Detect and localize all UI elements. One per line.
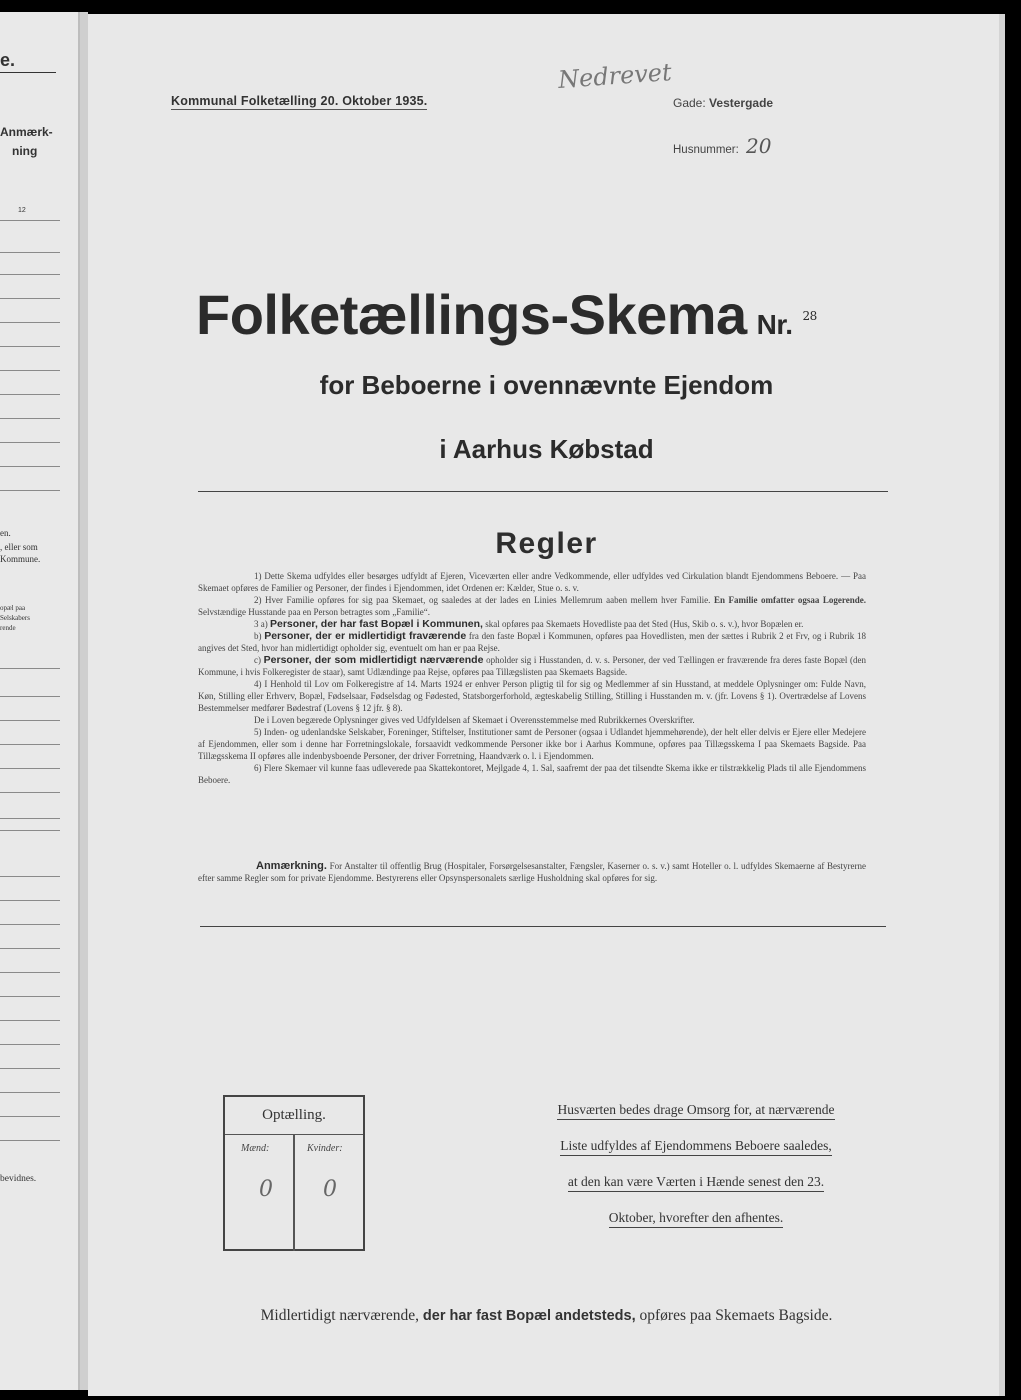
left-page-rule [0,466,60,467]
rule-4b: De i Loven begærede Oplysninger gives ved Udfyldelsen af Skemaet i Overensstemmelse med Rubrikkernes Overskrifter. [254,715,695,725]
divider [200,926,886,927]
rule-2 [198,594,866,618]
left-page-rule [0,948,60,949]
census-form-page [88,14,1005,1396]
left-page-rule [0,668,60,669]
left-page-rule [0,442,60,443]
left-page-fragment: e. [0,50,16,70]
remark-label: Anmærkning. [256,860,327,872]
count-box-divider [293,1135,295,1251]
left-page-rule [0,996,60,997]
rule-1: 1) Dette Skema udfyldes eller besørges udfyldt af Ejeren, Viceværten eller andre Vedkommende, eller udfyldes ved Cirkulation blandt Ejendommens Beboere. — Paa Skemaet opføres de Familier og Personer, der findes i Ejendommen, idet Ordenen er: Kælder, Stue o. s. v. [198,571,866,593]
form-title-main: Folketællings-Skema [196,283,747,346]
women-count: 0 [323,1177,337,1202]
rule-3c [198,654,866,678]
left-page-rule [0,830,60,831]
rule-3c-text: opholder sig i Husstanden, d. v. s. Personer, der ved Tællingen er fraværende fra deres faste Bopæl (den Kommune, i hvis Folkeregister de staar), samt Udlændinge paa Rejse, opføres paa Tillægslisten paa Skemaets Bagside. [198,655,867,677]
notice-line-1: Husværten bedes drage Omsorg for, at nærværende [557,1102,834,1120]
rules-text [198,570,866,786]
left-page-rule [0,924,60,925]
remark [198,860,866,884]
left-page-fragment: 12 [18,207,26,214]
left-page-rule [0,252,60,253]
street-field [673,96,773,110]
left-page-rule [0,220,60,221]
left-page-rule [0,1044,60,1045]
rule-3b-bold: Personer, der er midlertidigt fraværende [264,630,467,642]
rule-2-tail: Selvstændige Husstande paa en Person betragtes som „Familie“. [198,607,430,617]
left-page-fragment: Selskabers [0,614,30,622]
rule-6: 6) Flere Skemaer vil kunne faas udleverede paa Skattekontoret, Mejlgade 4, 1. Sal, saafremt der paa det tilsendte Skema ikke er tilstrækkelig Plads til alle Ejendommens Beboere. [198,763,866,785]
men-label: Mænd: [241,1143,270,1154]
left-page-rule [0,72,56,73]
rule-3c-bold: Personer, der som midlertidigt nærværende [263,654,484,666]
street-value: Vestergade [709,96,774,110]
left-page-fragment: rende [0,624,16,632]
notice-line [528,1174,864,1190]
form-title [196,282,817,347]
census-title: Kommunal Folketælling 20. Oktober 1935. [171,94,428,108]
left-page-fragment: Kommune. [0,554,41,564]
rule-3a-text: skal opføres paa Skemaets Hovedliste paa det Sted (Hus, Skib o. s. v.), hvor Bopælen er. [485,619,804,629]
house-number-label: Husnummer: [673,144,739,156]
left-page-rule [0,900,60,901]
notice-line [528,1102,864,1118]
left-page-rule [0,1020,60,1021]
left-page-fragment: Anmærk- [0,125,53,139]
house-number-field [673,134,771,158]
count-box [223,1095,365,1251]
left-page-rule [0,696,60,697]
left-facing-page [0,12,80,1390]
remark-text: For Anstalter til offentlig Brug (Hospitaler, Forsørgelsesanstalter, Fængsler, Kaserner o. s. v.) samt Hoteller o. l. udfyldes Skemaerne af Bestyrerne efter samme Regler som for private Ejendomme. Bestyrerens eller Opsynspersonalets særlige Husholdning skal opføres for sig. [198,861,866,883]
left-page-rule [0,1068,60,1069]
footer-pre: Midlertidigt nærværende, [260,1307,420,1324]
left-page-rule [0,322,60,323]
rule-2-bold: En Familie omfatter ogsaa Logerende. [713,595,866,605]
form-number-value: 28 [802,309,817,323]
notice-line [528,1138,864,1154]
left-page-rule [0,274,60,275]
rule-3a-num: 3 a) [254,619,268,629]
count-box-title: Optælling. [225,1097,363,1135]
notice-line-4: Oktober, hvorefter den afhentes. [609,1210,784,1228]
handwritten-note: Nedrevet [557,58,673,94]
left-page-rule [0,346,60,347]
left-page-fragment: ning [12,144,38,158]
left-page-fragment: en. [0,528,11,538]
notice-line-3: at den kan være Værten i Hænde senest den 23. [568,1174,824,1192]
footer-bold: der har fast Bopæl andetsteds, [422,1308,636,1324]
rule-4: 4) I Henhold til Lov om Folkeregistre af 14. Marts 1924 er enhver Person pligtig til for sig og Medlemmer af sin Husstand, at meddele Oplysninger om: Fulde Navn, Køn, Stilling eller Erhverv, Bopæl, Fødselsaar, Fødselsdag og Fødested, Statsborgerforhold, ægteskabelig Stilling, Stilling i Husstanden m. v. (jfr. Lovens § 1). Overtrædelse af Lovens Bestemmelser medfører Bødestraf (Lovens § 12 jfr. § 8). [198,679,866,713]
men-count: 0 [259,1177,273,1202]
left-page-rule [0,490,60,491]
subtitle-residents: for Beboerne i ovennævnte Ejendom [319,370,774,400]
notice-line [528,1210,864,1226]
book-gutter [80,12,88,1390]
left-page-rule [0,792,60,793]
left-page-rule [0,418,60,419]
street-label: Gade: [673,96,706,110]
left-page-rule [0,298,60,299]
house-number-value: 20 [746,134,772,158]
page-edge [999,14,1005,1396]
subtitle-town: i Aarhus Købstad [439,434,654,464]
divider [198,491,888,492]
footer-note [88,1307,1005,1325]
left-page-rule [0,972,60,973]
footer-post: opføres paa Skemaets Bagside. [639,1307,833,1324]
rule-3a-bold: Personer, der har fast Bopæl i Kommunen, [270,618,483,630]
left-page-fragment: bevidnes. [0,1174,37,1184]
left-page-rule [0,1092,60,1093]
women-label: Kvinder: [307,1143,343,1154]
left-page-rule [0,768,60,769]
rule-3b-num: b) [254,631,262,641]
rule-3b-text: fra den faste Bopæl i Kommunen, opføres paa Hovedlisten, men der sættes i Rubrik 2 et Frv, og i Rubrik 18 angives det Sted, hvor han midlertidigt opholder sig, eventuelt om han er paa Rejse. [198,631,867,653]
left-page-rule [0,818,60,819]
left-page-fragment: opæl paa [0,604,26,612]
left-page-rule [0,744,60,745]
left-page-rule [0,394,60,395]
notice-line-2: Liste udfyldes af Ejendommens Beboere saaledes, [560,1138,831,1156]
left-page-rule [0,1116,60,1117]
rules-heading: Regler [495,527,598,560]
rule-2-text: 2) Hver Familie opføres for sig paa Skemaet, og saaledes at der lades en Linies Mellemrum aaben mellem hver Familie. [254,595,711,605]
rule-3c-num: c) [254,655,261,665]
left-page-rule [0,720,60,721]
rule-3a [198,618,866,630]
left-page-fragment: , eller som [0,542,38,552]
left-page-rule [0,370,60,371]
left-page-rule [0,1140,60,1141]
form-number-label: Nr. [756,309,793,340]
rule-5: 5) Inden- og udenlandske Selskaber, Foreninger, Stiftelser, Institutioner samt de Personer (ogsaa i Udlandet hjemmehørende), der helt eller delvis er Ejere eller Medejere af Ejendommen, eller som i denne har Forretningslokale, forsaavidt vedkommende Personer ikke bor i Aarhus Kommune, opføres paa Tillægsskema I paa Skemaets Bagside. Paa Tillægsskema II opføres alle indenbysboende Personer, der driver Forretning, Haandværk o. l. i Ejendommen. [198,727,866,761]
rule-3b [198,630,866,654]
left-page-rule [0,876,60,877]
